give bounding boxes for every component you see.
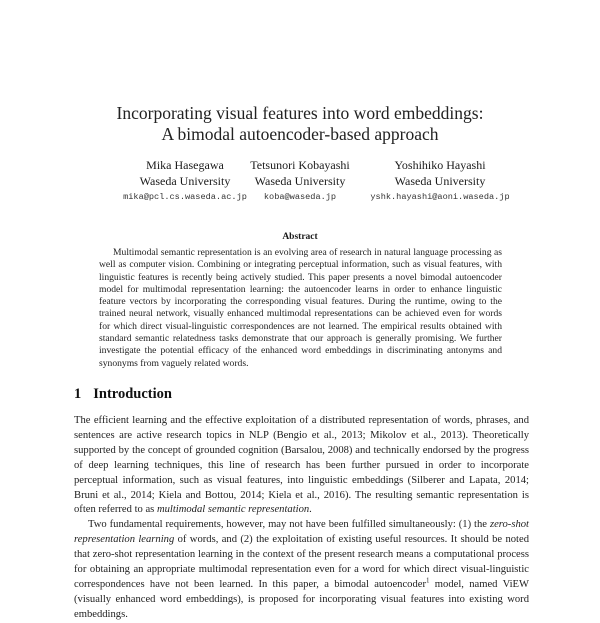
title-line-1: Incorporating visual features into word embeddings: [116,103,484,123]
title-line-2: A bimodal autoencoder-based approach [161,124,439,144]
author-3 [330,157,550,205]
author-email: mika@pcl.cs.waseda.ac.jp [123,192,247,202]
section-body [74,414,529,623]
paragraph-2-text-a: Two fundamental requirements, however, may not have been fulfilled simultaneously: (1) the [88,519,490,531]
footnote-marker[interactable]: 1 [426,576,430,585]
abstract-text: Multimodal semantic representation is an evolving area of research in natural language processing as well as computer vision. Combining or integrating perceptual information, such as visual features, with linguistic features is recently being actively studied. This paper presents a novel bimodal autoencoder model for multimodal representation learning: the autoencoder learns in order to enhance linguistic feature vectors by incorporating the corresponding visual features. During the runtime, owing to the trained neural network, visually enhanced multimodal representations can be achieved even for words for which direct visual-linguistic correspondences are not learned. The empirical results obtained with standard semantic relatedness tasks demonstrate that our approach is generally promising. We further investigate the potential efficacy of the enhanced word embeddings in discriminating antonyms and synonyms from vaguely related words. [99,247,502,369]
author-affiliation: Waseda University [254,174,346,188]
section-title: Introduction [93,386,172,402]
author-email: yshk.hayashi@aoni.waseda.jp [370,192,510,202]
paragraph-1-end: . [309,504,312,516]
paragraph-1-text: The efficient learning and the effective exploitation of a distributed representation of words, phrases, and sentences are active research topics in NLP (Bengio et al., 2013; Mikolov et al., 2013). Theoretically supported by the concept of grounded cognition (Barsalou, 2008) and technically endorsed by the progress of deep learning techniques, this line of research has been further pursued in order to incorporate perceptual information, such as visual features, into linguistic embeddings (Silberer and Lapata, 2014; Bruni et al., 2014; Kiela and Bottou, 2014; Kiela et al., 2016). The resulting semantic representation is often referred to as [74,415,529,516]
paragraph-2-text-c: model, named ViEW (visually enhanced word embeddings), is proposed for incorporating visual features into existing word embeddings. [74,578,529,620]
author-affiliation: Waseda University [394,174,486,188]
abstract-heading: Abstract [282,232,318,242]
author-block [0,157,600,207]
author-name: Yoshihiko Hayashi [394,158,486,172]
paragraph-1 [74,414,529,518]
paragraph-2-text-b: of words, and (2) the exploitation of existing useful resources. It should be noted that zero-shot representation learning in the context of the present research means a computational process for obtaining an appropriate multimodal representation even for a word for which direct visual-linguistic correspondences have not been learned. In this paper, a bimodal autoencoder [74,534,529,590]
paragraph-2 [74,518,529,622]
paper-title [0,103,600,145]
section-number: 1 [74,386,82,402]
author-affiliation: Waseda University [139,174,231,188]
author-name: Mika Hasegawa [146,158,224,172]
abstract-body [99,247,502,370]
author-email: koba@waseda.jp [263,192,337,202]
section-heading [74,386,172,403]
author-name: Tetsunori Kobayashi [250,158,350,172]
paragraph-1-emphasis: multimodal semantic representation [156,504,310,516]
paragraph-2-emphasis: zero-shot representation learning [74,519,529,546]
